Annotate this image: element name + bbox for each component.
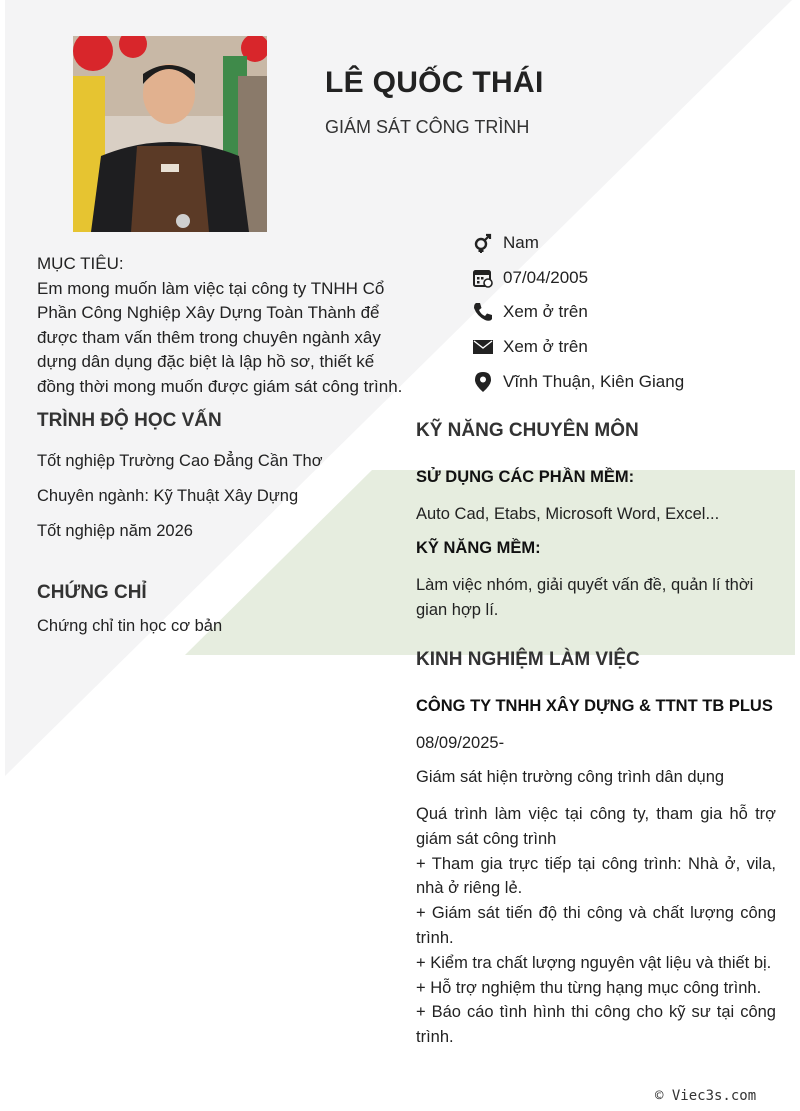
contact-email [472,333,782,361]
job-title: GIÁM SÁT CÔNG TRÌNH [325,117,530,137]
watermark-footer: © Viec3s.com [655,1088,757,1104]
education-school: Tốt nghiệp Trường Cao Đẳng Cần Thơ [37,452,323,470]
software-list: Auto Cad, Etabs, Microsoft Word, Excel... [416,505,720,523]
contact-birthday [472,264,782,292]
experience-details [416,802,776,1050]
soft-skills-text: Làm việc nhóm, giải quyết vấn đề, quản lí thời gian hợp lí. [416,576,754,619]
gender-icon [472,232,494,254]
experience-summary: Quá trình làm việc tại công ty, tham gia hỗ trợ giám sát công trình [416,805,776,848]
experience-company: CÔNG TY TNHH XÂY DỰNG & TTNT TB PLUS [416,697,773,715]
experience-bullet: + Kiểm tra chất lượng nguyên vật liệu và thiết bị. [416,953,772,972]
objective-text: Em mong muốn làm việc tại công ty TNHH Cổ Phần Công Nghiệp Xây Dựng Toàn Thành để được tham vấn thêm trong chuyên ngành xây dựng dân dụng đặc biệt là lập hồ sơ, thiết kế đồng thời mong muốn được giám sát công trình. [37,278,403,396]
birthday-value: 07/04/2005 [503,268,589,287]
location-pin-icon [472,371,494,393]
phone-value: Xem ở trên [503,302,588,321]
skills-heading: KỸ NĂNG CHUYÊN MÔN [416,420,639,441]
gender-value: Nam [503,233,539,252]
phone-icon [472,301,494,323]
candidate-name: LÊ QUỐC THÁI [325,66,544,99]
experience-heading: KINH NGHIỆM LÀM VIỆC [416,649,640,670]
education-graduation: Tốt nghiệp năm 2026 [37,522,193,540]
address-value: Vĩnh Thuận, Kiên Giang [503,372,685,391]
education-major: Chuyên ngành: Kỹ Thuật Xây Dựng [37,487,299,505]
email-value: Xem ở trên [503,337,588,356]
soft-skills-heading: KỸ NĂNG MỀM: [416,539,541,557]
contact-gender [472,229,782,257]
software-heading: SỬ DỤNG CÁC PHẦN MỀM: [416,468,635,486]
experience-bullet: + Tham gia trực tiếp tại công trình: Nhà ở, vila, nhà ở riêng lẻ. [416,854,776,898]
certificates-heading: CHỨNG CHỈ [37,582,147,603]
experience-bullet: + Giám sát tiến độ thi công và chất lượng công trình. [416,904,776,947]
contact-phone [472,298,782,326]
education-heading: TRÌNH ĐỘ HỌC VẤN [37,410,222,431]
experience-date: 08/09/2025- [416,734,505,752]
experience-role: Giám sát hiện trường công trình dân dụng [416,768,725,786]
contact-address [472,368,782,396]
experience-bullet: + Báo cáo tình hình thi công cho kỹ sư tại công trình. [416,1003,776,1047]
certificate-item: Chứng chỉ tin học cơ bản [37,617,223,635]
objective-section [37,252,415,399]
calendar-icon [472,267,494,289]
experience-bullet: + Hỗ trợ nghiệm thu từng hạng mục công trình. [416,978,762,997]
email-icon [472,336,494,358]
objective-heading: MỤC TIÊU: [37,254,124,273]
profile-photo [73,36,267,232]
